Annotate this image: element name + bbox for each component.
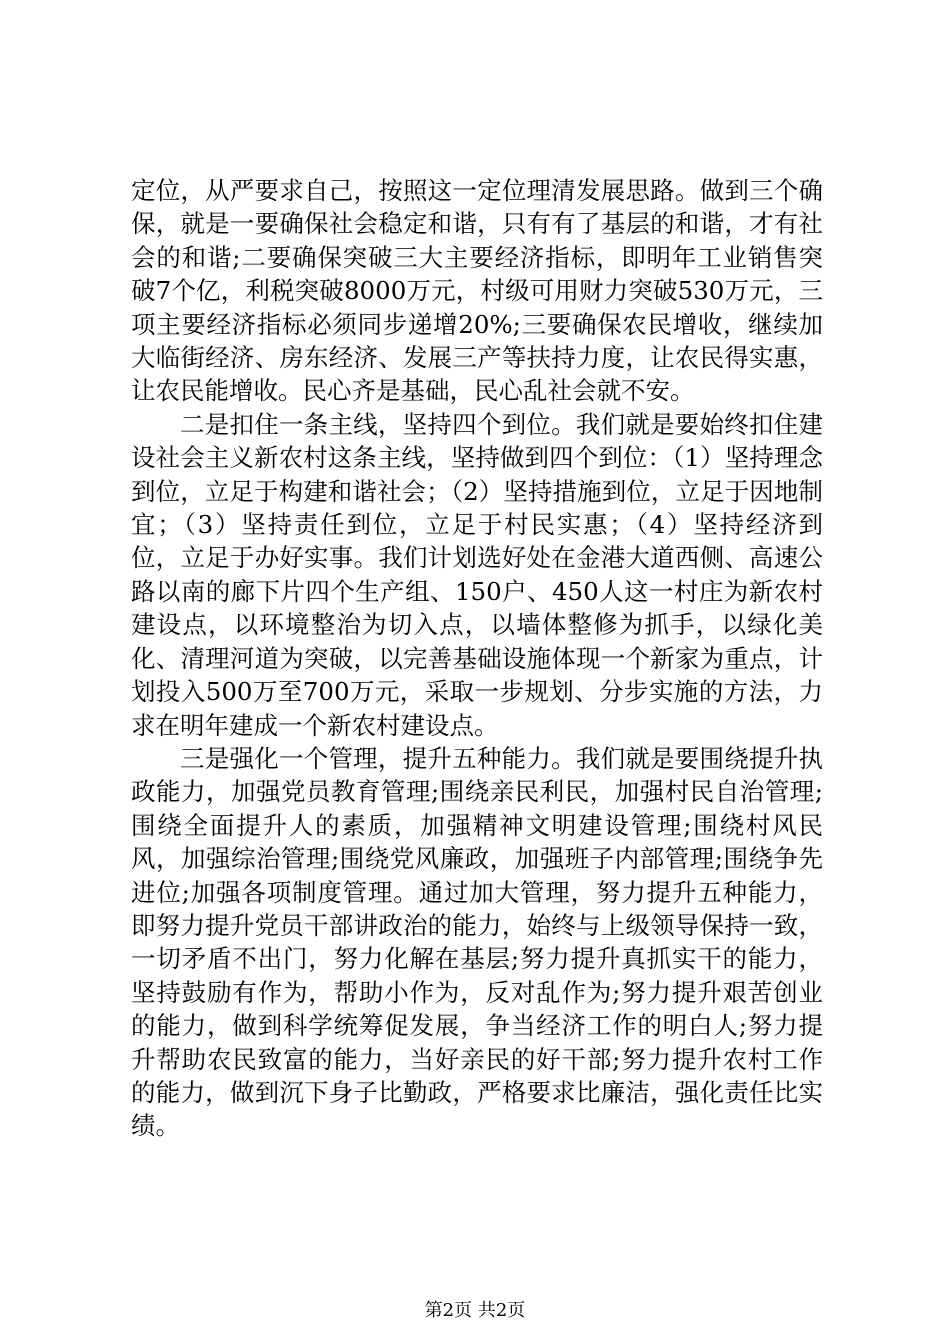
paragraph-continuation: 定位，从严要求自己，按照这一定位理清发展思路。做到三个确保，就是一要确保社会稳定和谐，只有有了基层的和谐，才有社会的和谐;二要确保突破三大主要经济指标，即明年工业销售突破7个亿，利税突破8000万元，村级可用财力突破530万元，三项主要经济指标必须同步递增20%;三要确保农民增收，继续加大临街经济、房东经济、发展三产等扶持力度，让农民得实惠，让农民能增收。民心齐是基础，民心乱社会就不安。 — [131, 176, 823, 406]
page-number-label: 第2页 共2页 — [424, 1300, 526, 1321]
paragraph-management: 三是强化一个管理，提升五种能力。我们就是要围绕提升执政能力，加强党员教育管理;围绕亲民利民，加强村民自治管理;围绕全面提升人的素质，加强精神文明建设管理;围绕村风民风，加强综治管理;围绕党风廉政，加强班子内部管理;围绕争先进位;加强各项制度管理。通过加大管理，努力提升五种能力，即努力提升党员干部讲政治的能力，始终与上级领导保持一致，一切矛盾不出门，努力化解在基层;努力提升真抓实干的能力，坚持鼓励有作为，帮助小作为，反对乱作为;努力提升艰苦创业的能力，做到科学统筹促发展，争当经济工作的明白人;努力提升帮助农民致富的能力，当好亲民的好干部;努力提升农村工作的能力，做到沉下身子比勤政，严格要求比廉洁，强化责任比实绩。 — [131, 743, 823, 1141]
paragraph-main-line: 二是扣住一条主线，坚持四个到位。我们就是要始终扣住建设社会主义新农村这条主线，坚持做到四个到位：（1）坚持理念到位，立足于构建和谐社会；（2）坚持措施到位，立足于因地制宜；（3）坚持责任到位，立足于村民实惠；（4）坚持经济到位，立足于办好实事。我们计划选好处在金港大道西侧、高速公路以南的廊下片四个生产组、150户、450人这一村庄为新农村建设点，以环境整治为切入点，以墙体整修为抓手，以绿化美化、清理河道为突破，以完善基础设施体现一个新家为重点，计划投入500万至700万元，采取一步规划、分步实施的方法，力求在明年建成一个新农村建设点。 — [131, 409, 823, 740]
document-body — [131, 174, 823, 1143]
page-footer — [0, 1300, 950, 1322]
